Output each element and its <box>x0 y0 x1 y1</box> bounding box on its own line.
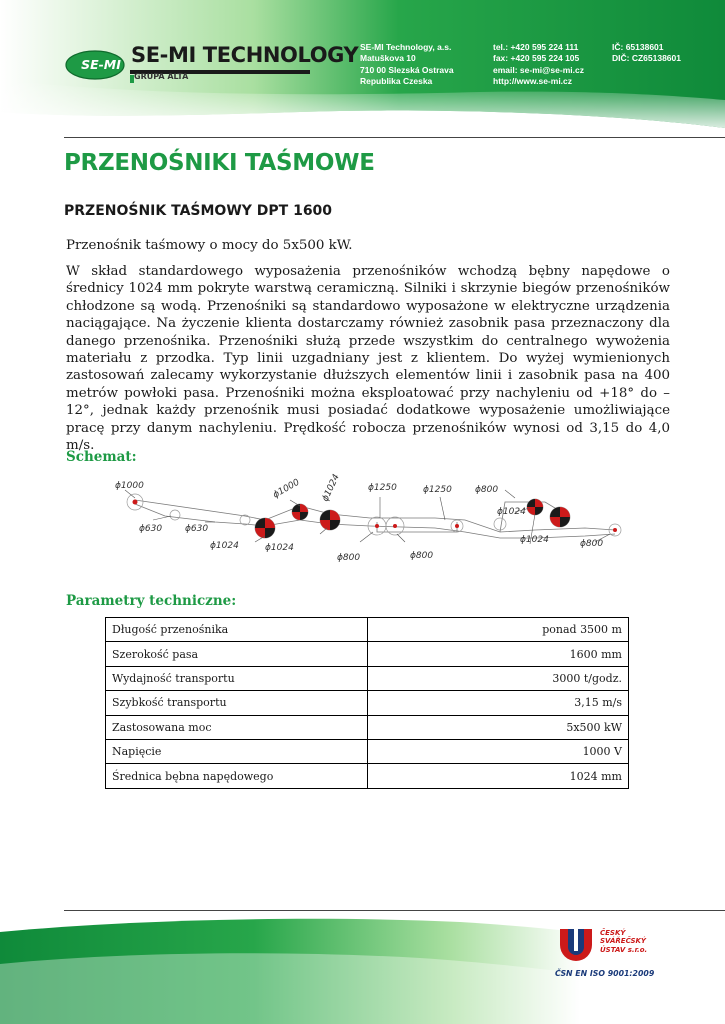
description-paragraph: W skład standardowego wyposażenia przenośników wchodzą bębny napędowe o średnicy 1024 mm pokryte warstwą ceramiczną. Silniki i skrzynie biegów przenośników chłodzone są wodą. Przenośniki są standardowo wyposażone w elektryczne urządzenia naciągające. Na życzenie klienta dostarczamy również zasobnik pasa przeznaczony dla danego przenośnika. Przenośniki służą przede wszystkim do centralnego wywożenia materiału z przodka. Typ linii uzgadniany jest z klientem. Do wyżej wymienionych zastosowań zalecamy wykorzystanie dłuższych elementów linii i zasobnik pasa na 400 metrów powłoki pasa. Przenośniki można eksploatować przy nachyleniu od +18° do – 12°, jednak każdy przenośnik musi posiadać dodatkowe wyposażenie umożliwiające pracę przy danym nachyleniu. Prędkość robocza przenośników wynosi od 3,15 do 4,0 m/s. <box>66 264 670 454</box>
param-label: Wydajność transportu <box>106 666 368 690</box>
schema-label: ϕ1024 <box>520 535 549 545</box>
param-label: Zastosowana moc <box>106 715 368 739</box>
param-value: ponad 3500 m <box>368 618 629 642</box>
table-row <box>106 715 629 739</box>
email-link[interactable]: email: se-mi@se-mi.cz <box>493 64 584 75</box>
certification-name <box>600 929 647 954</box>
fax: fax: +420 595 224 105 <box>493 53 580 64</box>
schema-label: ϕ1000 <box>115 481 144 491</box>
conveyor-schematic <box>105 472 625 568</box>
param-label: Szerokość pasa <box>106 642 368 666</box>
schema-label: ϕ1250 <box>368 483 397 493</box>
intro-paragraph: Przenośnik taśmowy o mocy do 5x500 kW. <box>66 238 353 253</box>
param-label: Średnica bębna napędowego <box>106 764 368 788</box>
param-label: Szybkość transportu <box>106 691 368 715</box>
schema-label: ϕ630 <box>139 524 163 534</box>
product-title: PRZENOŚNIK TAŚMOWY DPT 1600 <box>64 203 333 219</box>
param-label: Napięcie <box>106 739 368 763</box>
company-id: IČ: 65138601 <box>612 42 664 52</box>
table-row <box>106 739 629 763</box>
company-contacts <box>493 42 584 87</box>
company-ids <box>612 42 681 65</box>
website-link[interactable]: http://www.se-mi.cz <box>493 75 573 86</box>
param-value: 5x500 kW <box>368 715 629 739</box>
table-row <box>106 764 629 788</box>
schema-label: ϕ800 <box>410 551 434 561</box>
schema-label: ϕ1250 <box>423 485 452 495</box>
header-divider <box>64 137 725 138</box>
table-row <box>106 666 629 690</box>
address-line: SE-MI Technology, a.s. <box>360 42 452 52</box>
address-line: 710 00 Slezská Ostrava <box>360 64 454 75</box>
parameters-table <box>105 617 629 789</box>
certification-logo <box>556 925 596 963</box>
table-row <box>106 691 629 715</box>
schema-label: ϕ800 <box>580 539 604 549</box>
param-value: 1024 mm <box>368 764 629 788</box>
schema-label: ϕ800 <box>475 485 499 495</box>
phone: tel.: +420 595 224 111 <box>493 42 579 52</box>
schema-label: ϕ1024 <box>320 472 342 504</box>
company-address <box>360 42 454 87</box>
param-value: 3,15 m/s <box>368 691 629 715</box>
cert-line: ČESKÝ <box>600 929 626 937</box>
brand-name: SE-MI TECHNOLOGY <box>131 43 359 67</box>
schema-label: ϕ800 <box>337 553 361 563</box>
page-title: PRZENOŚNIKI TAŚMOWE <box>64 150 375 176</box>
iso-standard: ČSN EN ISO 9001:2009 <box>555 969 655 978</box>
param-value: 3000 t/godz. <box>368 666 629 690</box>
schema-label: ϕ630 <box>185 524 209 534</box>
schema-heading: Schemat: <box>66 449 137 465</box>
schema-label: ϕ1024 <box>265 543 294 553</box>
param-label: Długość przenośnika <box>106 618 368 642</box>
table-row <box>106 642 629 666</box>
params-heading: Parametry techniczne: <box>66 593 237 609</box>
table-row <box>106 618 629 642</box>
param-value: 1600 mm <box>368 642 629 666</box>
schema-label: ϕ1024 <box>497 507 526 517</box>
tax-id: DIČ: CZ65138601 <box>612 53 681 64</box>
cert-line: SVÁŘEČSKÝ <box>600 937 646 946</box>
schema-label: ϕ1000 <box>271 477 302 501</box>
brand-sub: GRUPA ALTA <box>134 72 189 81</box>
param-value: 1000 V <box>368 739 629 763</box>
footer-divider <box>64 910 725 911</box>
logo-badge-text: SE-MI <box>81 57 121 72</box>
address-line: Matuškova 10 <box>360 53 416 64</box>
cert-line: ÚSTAV s.r.o. <box>600 945 648 954</box>
schema-label: ϕ1024 <box>210 541 239 551</box>
address-line: Republika Czeska <box>360 75 433 86</box>
